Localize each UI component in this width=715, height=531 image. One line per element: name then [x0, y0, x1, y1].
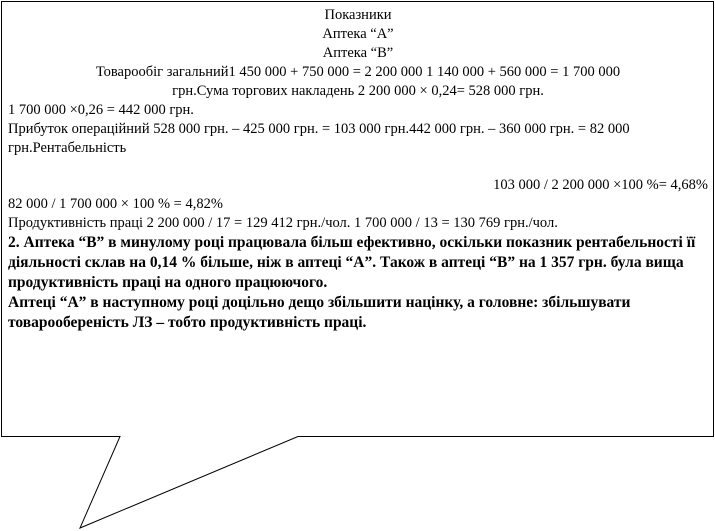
profitability-b-line: 82 000 / 1 700 000 × 100 % = 4,82% [8, 196, 223, 212]
pharmacy-b-label: Аптека “В” [322, 45, 394, 61]
blank-gap [8, 158, 708, 176]
overhead-line: грн.Сума торгових накладень 2 200 000 × 0,24= 528 000 грн. [172, 83, 544, 99]
turnover-line: Товарообіг загальний1 450 000 + 750 000 = 2 200 000 1 140 000 + 560 000 = 1 700 000 [95, 64, 621, 80]
heading: Показники [324, 7, 392, 23]
conclusion-paragraph [8, 233, 708, 293]
recommendation-paragraph: Аптеці “А” в наступному році доцільно дещо збільшити націнку, а головне: збільшувати товарообереність ЛЗ – тобто продуктивність праці. [8, 294, 631, 331]
conclusion-text: Аптека “В” в минулому році працювала більш ефективно, оскільки показник рентабельності її діяльності склав на 0,14 % більше, ніж в аптеці “А”. Також в аптеці “В” на 1 357 грн. була вища продуктивність праці на одного працюючого. [8, 234, 696, 291]
productivity-line: Продуктивність праці 2 200 000 / 17 = 129 412 грн./чол. 1 700 000 / 13 = 130 769 грн./чол. [8, 215, 558, 231]
callout-text [8, 6, 708, 333]
profitability-a-line: 103 000 / 2 200 000 ×100 %= 4,68% [493, 177, 708, 193]
overhead-b-line: 1 700 000 ×0,26 = 442 000 грн. [8, 102, 194, 118]
pharmacy-a-label: Аптека “А” [322, 26, 394, 42]
conclusion-number: 2. [8, 234, 20, 251]
profit-line: Прибуток операційний 528 000 грн. – 425 000 грн. = 103 000 грн.442 000 грн. – 360 000 грн. = 82 000 грн.Рентабельність [8, 121, 630, 156]
